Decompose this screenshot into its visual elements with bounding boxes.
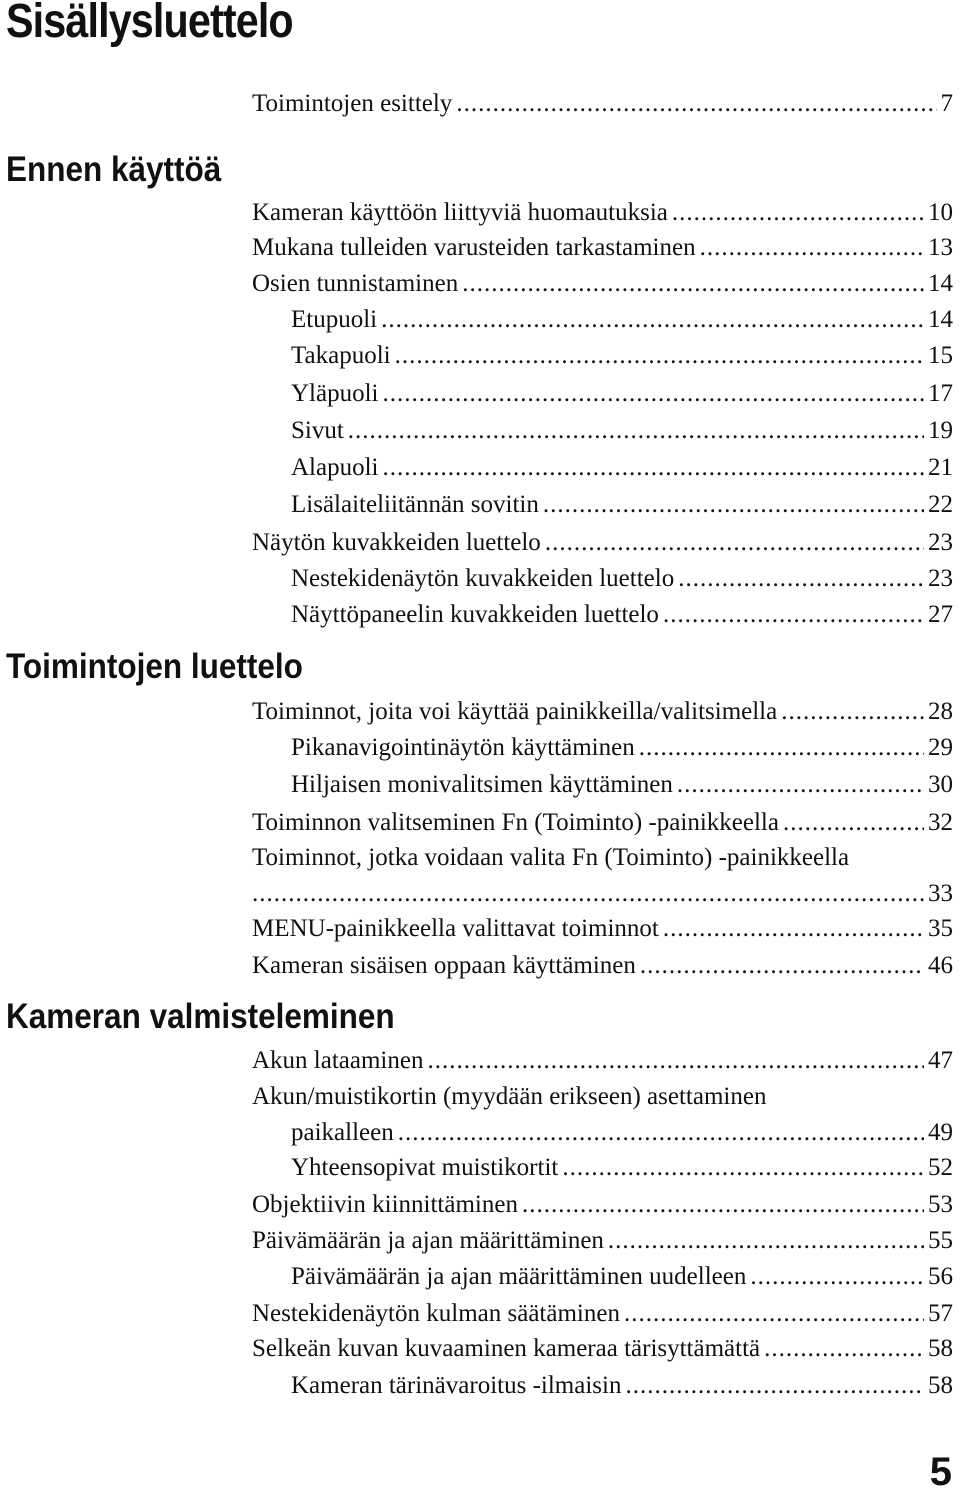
toc-entry-page: 28 bbox=[928, 698, 953, 725]
toc-subentry[interactable] bbox=[291, 770, 953, 800]
toc-entry-title: Nestekidenäytön kuvakkeiden luettelo bbox=[291, 565, 675, 592]
toc-entry-title: Toiminnon valitseminen Fn (Toiminto) -painikkeella bbox=[252, 809, 779, 836]
toc-entry[interactable] bbox=[252, 269, 953, 299]
toc-entry-title: Mukana tulleiden varusteiden tarkastaminen bbox=[252, 234, 696, 261]
toc-entry-page: 23 bbox=[928, 565, 953, 592]
toc-entry-page: 55 bbox=[928, 1227, 953, 1254]
toc-subentry[interactable] bbox=[291, 1262, 953, 1292]
toc-subentry[interactable] bbox=[291, 1153, 953, 1183]
toc-entry-page: 46 bbox=[928, 952, 953, 979]
toc-entry-page: 23 bbox=[928, 529, 953, 556]
toc-entry[interactable] bbox=[252, 1046, 953, 1076]
toc-entry-page: 30 bbox=[928, 771, 953, 798]
toc-entry-page: 35 bbox=[928, 915, 953, 942]
toc-entry-title: Etupuoli bbox=[291, 306, 378, 333]
toc-entry-page: 15 bbox=[928, 342, 953, 369]
toc-entry-title: Takapuoli bbox=[291, 342, 391, 369]
toc-entry-title-line1[interactable]: Akun/muistikortin (myydään erikseen) asettaminen bbox=[252, 1083, 767, 1110]
toc-entry-page: 17 bbox=[928, 380, 953, 407]
toc-entry[interactable] bbox=[252, 528, 953, 558]
toc-subentry[interactable] bbox=[291, 1371, 953, 1401]
toc-entry-title: Hiljaisen monivalitsimen käyttäminen bbox=[291, 771, 673, 798]
toc-entry-title: MENU-painikkeella valittavat toiminnot bbox=[252, 915, 659, 942]
dot-leader bbox=[624, 1299, 924, 1329]
toc-entry[interactable] bbox=[252, 1299, 953, 1329]
toc-entry-page: 14 bbox=[928, 306, 953, 333]
toc-entry-title: Toiminnot, joita voi käyttää painikkeilla/valitsimella bbox=[252, 698, 778, 725]
toc-entry-page: 58 bbox=[928, 1372, 953, 1399]
section-heading-function-list: Toimintojen luettelo bbox=[6, 647, 303, 686]
toc-subentry[interactable] bbox=[291, 305, 953, 335]
dot-leader bbox=[783, 808, 924, 838]
toc-entry[interactable] bbox=[252, 233, 953, 263]
page-number: 5 bbox=[929, 1450, 952, 1494]
toc-subentry[interactable] bbox=[291, 490, 953, 520]
toc-entry-title: Nestekidenäytön kulman säätäminen bbox=[252, 1300, 620, 1327]
toc-entry-title: Näyttöpaneelin kuvakkeiden luettelo bbox=[291, 601, 659, 628]
dot-leader bbox=[663, 600, 924, 630]
toc-entry-page: 32 bbox=[928, 809, 953, 836]
toc-entry-title: Kameran käyttöön liittyviä huomautuksia bbox=[252, 199, 668, 226]
toc-entry-page: 33 bbox=[928, 880, 953, 907]
toc-entry-title: Kameran sisäisen oppaan käyttäminen bbox=[252, 952, 636, 979]
dot-leader bbox=[522, 1190, 924, 1220]
toc-entry[interactable] bbox=[252, 1190, 953, 1220]
toc-entry-title: Kameran tärinävaroitus -ilmaisin bbox=[291, 1372, 622, 1399]
dot-leader bbox=[545, 528, 924, 558]
toc-entry-page: 58 bbox=[928, 1335, 953, 1362]
toc-entry-page: 29 bbox=[928, 734, 953, 761]
toc-entry-title: Objektiivin kiinnittäminen bbox=[252, 1191, 518, 1218]
toc-entry-title: Pikanavigointinäytön käyttäminen bbox=[291, 734, 635, 761]
toc-entry-page: 22 bbox=[928, 491, 953, 518]
toc-entry-page: 56 bbox=[928, 1263, 953, 1290]
toc-entry-title-continuation: paikalleen bbox=[291, 1119, 394, 1146]
toc-entry-title: Yläpuoli bbox=[291, 380, 379, 407]
dot-leader bbox=[781, 697, 924, 727]
dot-leader bbox=[543, 490, 924, 520]
toc-subentry[interactable] bbox=[291, 733, 953, 763]
dot-leader bbox=[398, 1118, 924, 1148]
toc-entry-continuation[interactable] bbox=[252, 879, 953, 909]
dot-leader bbox=[640, 951, 924, 981]
toc-subentry[interactable] bbox=[291, 564, 953, 594]
toc-subentry[interactable] bbox=[291, 453, 953, 483]
dot-leader bbox=[750, 1262, 924, 1292]
page-title: Sisällysluettelo bbox=[6, 0, 293, 48]
toc-entry-page: 13 bbox=[928, 234, 953, 261]
toc-entry-title: Lisälaiteliitännän sovitin bbox=[291, 491, 539, 518]
section-heading-preparing: Kameran valmisteleminen bbox=[6, 997, 395, 1036]
toc-entry-page: 47 bbox=[928, 1047, 953, 1074]
dot-leader bbox=[608, 1226, 924, 1256]
dot-leader bbox=[700, 233, 924, 263]
dot-leader bbox=[663, 914, 924, 944]
toc-entry[interactable] bbox=[252, 1226, 953, 1256]
dot-leader bbox=[639, 733, 924, 763]
toc-entry[interactable] bbox=[252, 1334, 953, 1364]
dot-leader bbox=[427, 1046, 924, 1076]
dot-leader bbox=[252, 879, 924, 909]
toc-entry-page: 10 bbox=[928, 199, 953, 226]
toc-entry-page: 7 bbox=[940, 90, 953, 117]
dot-leader bbox=[348, 416, 924, 446]
toc-entry-page: 19 bbox=[928, 417, 953, 444]
section-heading-before-use: Ennen käyttöä bbox=[6, 150, 222, 189]
toc-entry-continuation[interactable] bbox=[291, 1118, 953, 1148]
dot-leader bbox=[456, 89, 936, 119]
toc-entry-page: 14 bbox=[928, 270, 953, 297]
toc-entry-title-line1[interactable]: Toiminnot, jotka voidaan valita Fn (Toiminto) -painikkeella bbox=[252, 844, 850, 871]
toc-entry-title: Alapuoli bbox=[291, 454, 379, 481]
toc-entry[interactable] bbox=[252, 89, 953, 119]
toc-entry-title: Päivämäärän ja ajan määrittäminen bbox=[252, 1227, 604, 1254]
toc-entry[interactable] bbox=[252, 697, 953, 727]
toc-entry[interactable] bbox=[252, 198, 953, 228]
toc-entry-title: Päivämäärän ja ajan määrittäminen uudelleen bbox=[291, 1263, 747, 1290]
toc-entry-page: 49 bbox=[928, 1119, 953, 1146]
dot-leader bbox=[462, 269, 924, 299]
toc-subentry[interactable] bbox=[291, 600, 953, 630]
dot-leader bbox=[383, 379, 925, 409]
toc-entry-title: Toimintojen esittely bbox=[252, 90, 453, 117]
toc-entry-page: 52 bbox=[928, 1154, 953, 1181]
toc-entry-title: Akun lataaminen bbox=[252, 1047, 424, 1074]
dot-leader bbox=[625, 1371, 924, 1401]
dot-leader bbox=[381, 305, 924, 335]
toc-entry-page: 21 bbox=[928, 454, 953, 481]
toc-subentry[interactable] bbox=[291, 416, 953, 446]
toc-entry-title: Näytön kuvakkeiden luettelo bbox=[252, 529, 541, 556]
toc-entry-title: Sivut bbox=[291, 417, 344, 444]
toc-entry-page: 53 bbox=[928, 1191, 953, 1218]
dot-leader bbox=[383, 453, 925, 483]
toc-entry-title: Selkeän kuvan kuvaaminen kameraa tärisyttämättä bbox=[252, 1335, 761, 1362]
toc-subentry[interactable] bbox=[291, 341, 953, 371]
toc-entry-title: Yhteensopivat muistikortit bbox=[291, 1154, 559, 1181]
dot-leader bbox=[672, 198, 924, 228]
toc-entry[interactable] bbox=[252, 808, 953, 838]
toc-subentry[interactable] bbox=[291, 379, 953, 409]
toc-entry-page: 57 bbox=[928, 1300, 953, 1327]
toc-entry[interactable] bbox=[252, 951, 953, 981]
dot-leader bbox=[678, 564, 924, 594]
toc-entry[interactable] bbox=[252, 914, 953, 944]
dot-leader bbox=[677, 770, 924, 800]
dot-leader bbox=[764, 1334, 924, 1364]
toc-entry-title: Osien tunnistaminen bbox=[252, 270, 459, 297]
dot-leader bbox=[395, 341, 924, 371]
dot-leader bbox=[562, 1153, 924, 1183]
toc-entry-page: 27 bbox=[928, 601, 953, 628]
